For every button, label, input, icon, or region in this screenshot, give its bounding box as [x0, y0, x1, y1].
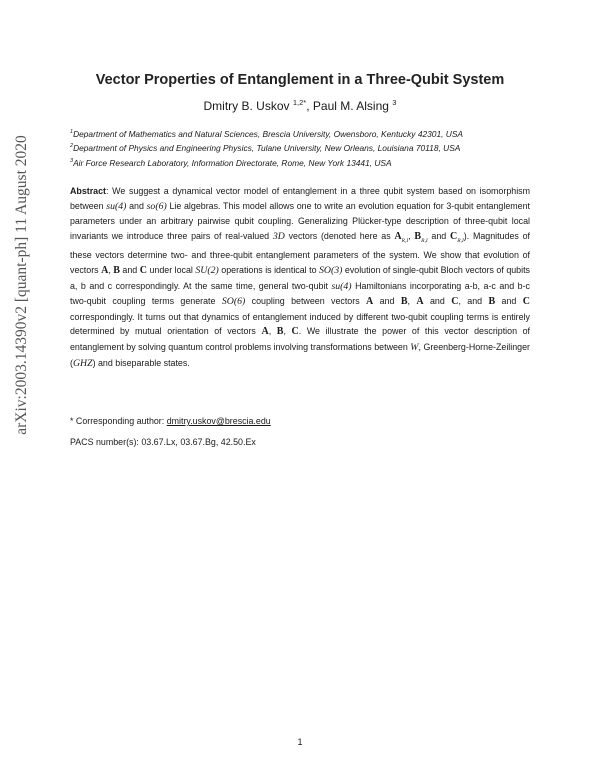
math-expr: W: [410, 341, 419, 353]
arxiv-stamp: [6, 130, 38, 440]
math-expr: GHZ: [72, 357, 93, 369]
affiliation-text: Department of Mathematics and Natural Sciences, Brescia University, Owensboro, Kentucky 42301, USA: [73, 128, 463, 139]
abstract-text: . We illustrate the power of this vector description of entanglement by solving quantum control problems involving transformations between: [70, 326, 531, 352]
affiliation-marker: 3: [392, 98, 397, 107]
pacs-numbers: PACS number(s): 03.67.Lx, 03.67.Bg, 42.50.Ex: [70, 437, 256, 447]
affiliation-item: [70, 155, 540, 169]
abstract-text: evolution of single-qubit Bloch vectors of qubits a, b and c correspondingly. At the same time, general two-qubit: [70, 264, 530, 291]
abstract-label: Abstract: [70, 186, 107, 196]
math-expr: su(4): [106, 200, 127, 212]
affiliation-text: Department of Physics and Engineering Physics, Tulane University, New Orleans, Louisiana 70118, USA: [73, 143, 461, 154]
abstract-text: operations is identical to: [218, 264, 320, 275]
vector-symbol: A: [261, 326, 269, 338]
vector-symbol: $C_{R,I}$: [449, 230, 464, 244]
math-expr: 3D: [272, 230, 285, 242]
abstract-text: under local: [146, 264, 196, 275]
vector-symbol: B: [400, 296, 408, 308]
vector-symbol: A: [366, 296, 374, 308]
vector-symbol: B: [488, 296, 496, 308]
affiliation-item: [70, 140, 540, 154]
affiliation-text: Air Force Research Laboratory, Information Directorate, Rome, New York 13441, USA: [73, 157, 392, 168]
abstract: Abstract: We suggest a dynamical vector model of entanglement in a three qubit system based on isomorphism between su(4) and so(6) Lie algebras. This model allows one to write an evolution equation for 3-qubit entanglement parameters under an arbitrary pairwise qubit coupling. Generalizing Plücker-type description of three-qubit local invariants we introduce three pairs of real-valued 3D vectors (denoted here as $A_{R,I}$, $B_{R,I}$ and $C_{R,I}$). Magnitudes of these vectors determine two- and three-qubit entanglement parameters of the system. We show that evolution of vectors A, B and C under local SU(2) operations is identical to SO(3) evolution of single-qubit Bloch vectors of qubits a, b and c correspondingly. At the same time, general two-qubit su(4) Hamiltonians incorporating a-b, a-c and b-c two-qubit coupling terms generate SO(6) coupling between vectors A and B, A and C, and B and C correspondingly. It turns out that dynamics of entanglement induced by different two-qubit coupling terms is entirely determined by mutual orientation of vectors A, B, C. We illustrate the power of this vector description of entanglement by solving quantum control problems involving transformations between W, Greenberg-Horne-Zeilinger (GHZ) and biseparable states.: [70, 186, 531, 369]
abstract-text: : We suggest a dynamical vector model of entanglement in a three qubit system based on isomorphism between: [70, 186, 530, 211]
abstract-text: and: [126, 200, 147, 211]
abstract-text: Hamiltonians incorporating a-b, a-c and b-c two-qubit coupling terms generate: [70, 280, 530, 307]
arxiv-id: arXiv:2003.14390v2 [quant-ph] 11 August 2020: [13, 135, 30, 435]
abstract-text: ) and biseparable states.: [92, 357, 190, 368]
math-expr: su(4): [331, 280, 352, 292]
vector-symbol: A: [101, 264, 109, 276]
abstract-text: correspondingly. It turns out that dynamics of entanglement induced by different two-qubit coupling terms is entirely determined by mutual orientation of vectors: [70, 311, 530, 337]
abstract-text: Lie algebras. This model allows one to write an evolution equation for 3-qubit entanglement parameters under an arbitrary pairwise qubit coupling. Generalizing Plücker-type description of three-qubit local invariants we introduce three pairs of real-valued: [70, 200, 530, 241]
affiliation-marker: 1,2*: [292, 98, 307, 107]
page-number: 1: [297, 737, 303, 747]
author-separator: ,: [306, 99, 313, 113]
vector-symbol: $B_{R,I}$: [414, 230, 428, 244]
vector-symbol: B: [276, 326, 284, 338]
vector-symbol: C: [522, 296, 530, 308]
vector-symbol: C: [139, 264, 147, 276]
vector-symbol: C: [291, 326, 299, 338]
vector-symbol: B: [113, 264, 120, 276]
affiliation-marker: 3: [70, 157, 74, 164]
author-line: [0, 98, 600, 113]
author-name: Paul M. Alsing: [312, 99, 389, 113]
math-expr: SO(6): [221, 296, 246, 308]
affiliation-list: [70, 126, 540, 169]
math-expr: SU(2): [195, 264, 219, 276]
corresponding-label: * Corresponding author:: [70, 416, 167, 426]
affiliation-marker: 2: [70, 143, 74, 150]
math-expr: so(6): [146, 200, 167, 212]
paper-title: Vector Properties of Entanglement in a Three-Qubit System: [95, 72, 505, 88]
email-link[interactable]: dmitry.uskov@brescia.edu: [166, 416, 271, 426]
abstract-text: vectors (denoted here as: [284, 230, 395, 241]
abstract-text: coupling between vectors: [245, 296, 367, 307]
vector-symbol: A: [416, 296, 424, 308]
affiliation-item: [70, 126, 540, 140]
math-expr: SO(3): [319, 264, 343, 276]
affiliation-marker: 1: [70, 129, 74, 135]
vector-symbol: $A_{R,I}$: [394, 230, 409, 244]
author-name: Dmitry B. Uskov: [203, 99, 290, 113]
vector-symbol: C: [451, 296, 459, 308]
abstract-text: ). Magnitudes of these vectors determine two- and three-qubit entanglement parameters of the system. We show that evolution of vectors: [70, 230, 531, 275]
abstract-text: , Greenberg-Horne-Zeilinger (: [70, 341, 530, 368]
corresponding-author: [70, 416, 271, 426]
